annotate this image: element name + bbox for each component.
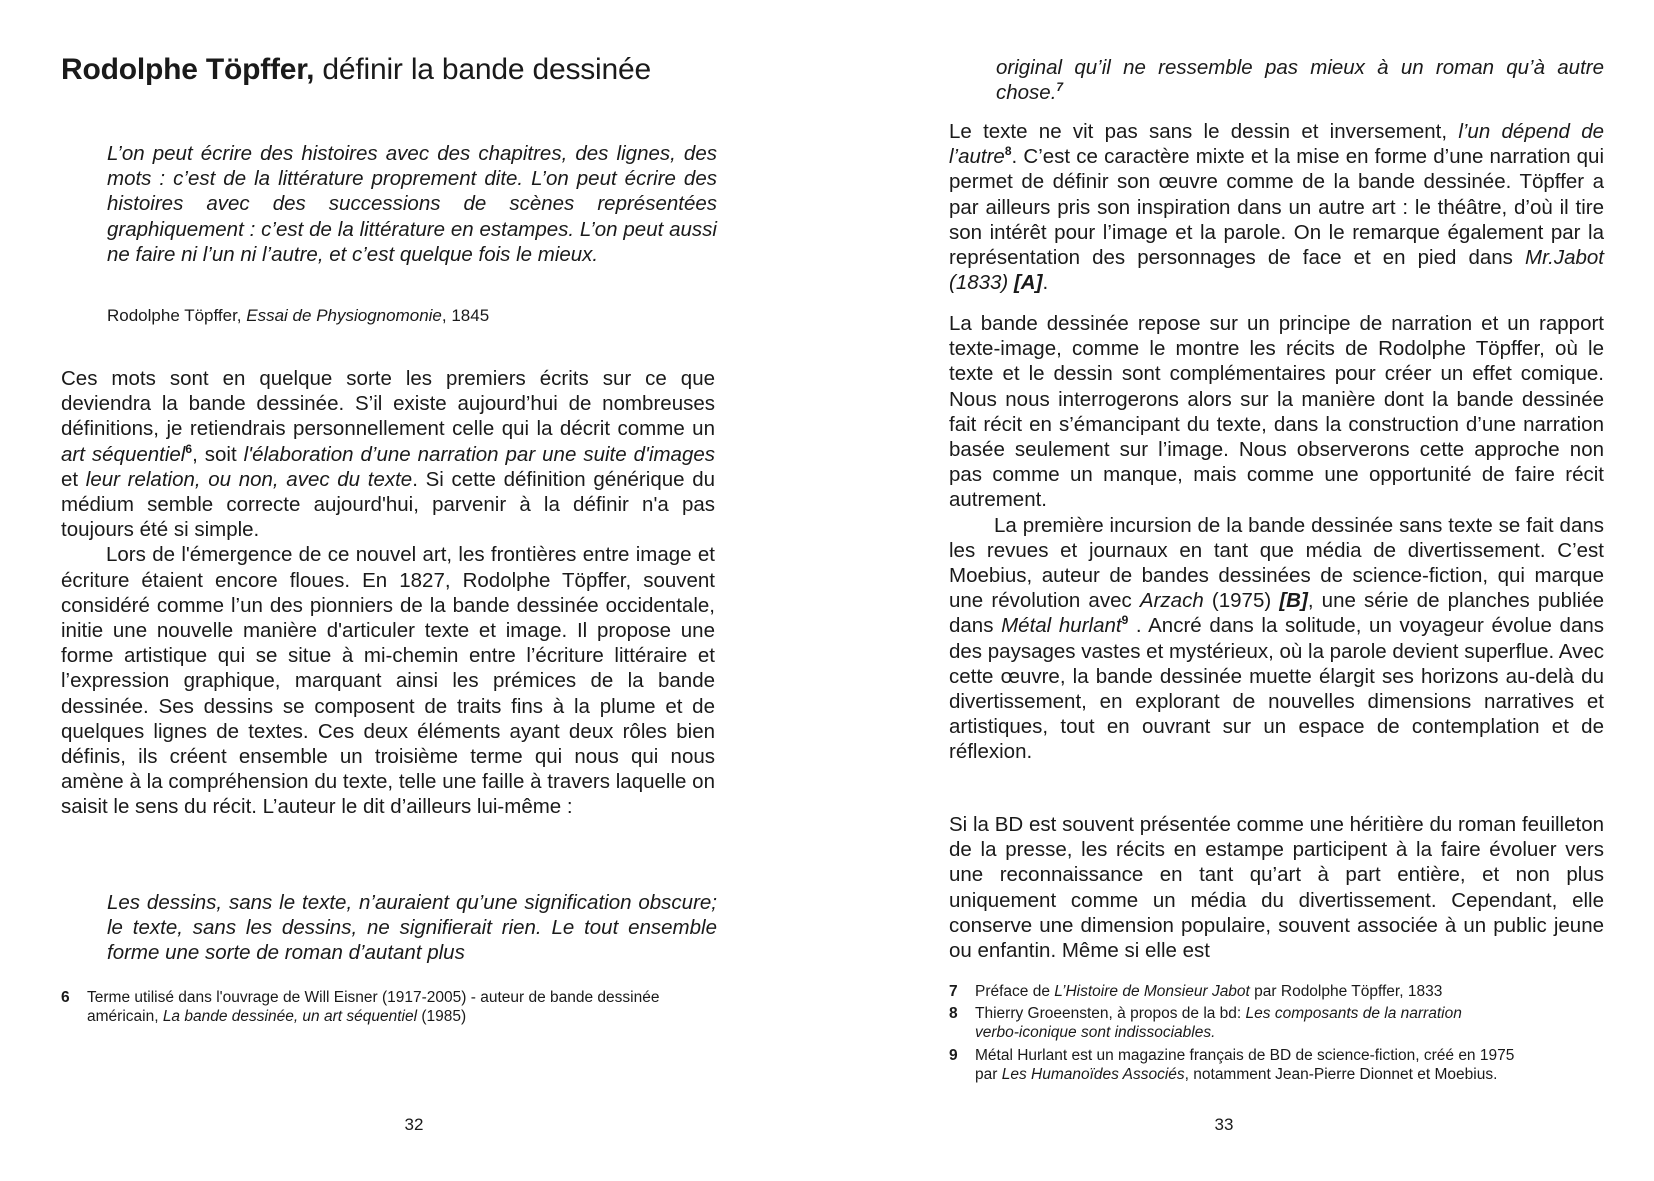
footnote-ref: 6 bbox=[185, 441, 193, 456]
text-span: . bbox=[1042, 271, 1049, 295]
text-span: par Rodolphe Töpffer, 1833 bbox=[1249, 983, 1443, 1000]
italic-term: Métal hurlant bbox=[1001, 614, 1122, 638]
right-paragraph-2 bbox=[949, 311, 1604, 765]
italic-term: Mr.Jabot (1833) bbox=[949, 246, 1604, 295]
text-span: , une série de planches publiée dans bbox=[949, 589, 1604, 638]
footnote-text: Terme utilisé dans l'ouvrage de Will Eisner (1917-2005) - auteur de bande dessinée bbox=[87, 989, 660, 1006]
footnote-number: 9 bbox=[949, 1047, 958, 1064]
text-span: . Ancré dans la solitude, un voyageur évolue dans des paysages vastes et mystérieux, où la parole devient superflue. Avec cette œuvre, la bande dessinée muette élargit ses horizons au-delà du divertissement, en explorant de nouvelles dimensions narratives et artistiques, tout en ouvrant sur un espace de contemplation et de réflexion. bbox=[949, 614, 1604, 764]
source-title: Essai de Physiognomonie bbox=[246, 306, 442, 325]
title-author: Rodolphe Töpffer, bbox=[61, 53, 315, 86]
source-year: , 1845 bbox=[441, 306, 490, 325]
footnote-9 bbox=[949, 1046, 1639, 1084]
italic-term: l’un dépend de l’autre bbox=[949, 120, 1604, 169]
footnote-6 bbox=[61, 988, 751, 1026]
paragraph: La bande dessinée repose sur un principe de narration et un rapport texte-image, comme le montre les récits de Rodolphe Töpffer, où le texte et le dessin sont complémentaires pour créer un effet comique. Nous nous interrogerons alors sur la manière dont la bande dessinée fait récit en s’émancipant du texte, dans la construction d’une narration basée seulement sur l’image. Nous observerons cette approche non pas comme un manque, mais comme une opportunité de faire récit autrement. bbox=[949, 312, 1604, 512]
footnote-7 bbox=[949, 982, 1639, 1001]
right-paragraph-4 bbox=[949, 812, 1604, 963]
footnote-continuation bbox=[949, 1065, 1639, 1084]
epigraph-text: L’on peut écrire des histoires avec des chapitres, des lignes, des mots : c’est de la littérature proprement dite. L’on peut écrire des histoires avec des successions de scènes représentées graphiquement : c’est de la littérature en estampes. L’on peut aussi ne faire ni l’un ni l’autre, et c’est quelque fois le mieux. bbox=[107, 142, 717, 266]
italic-term: Les Humanoïdes Associés bbox=[1001, 1066, 1185, 1083]
epigraph-source bbox=[107, 305, 707, 327]
paragraph bbox=[61, 366, 715, 542]
footnote-number: 7 bbox=[949, 983, 958, 1000]
quote-text: Les dessins, sans le texte, n’auraient qu’une signification obscure; le texte, sans les dessins, ne signifierait rien. Le tout ensemble forme une sorte de roman d’autant plus bbox=[107, 891, 717, 965]
text-span: (1975) bbox=[1203, 589, 1280, 613]
footnote-8 bbox=[949, 1004, 1639, 1042]
italic-term: Arzach bbox=[1139, 589, 1204, 613]
footnote-ref: 7 bbox=[1056, 80, 1064, 95]
text-span: Ces mots sont en quelque sorte les premiers écrits sur ce que deviendra la bande dessinée. S’il existe aujourd’hui de nombreuses définitions, je retiendrais personnellement celle qui la décrit comme un bbox=[61, 367, 715, 441]
paragraph: Lors de l'émergence de ce nouvel art, les frontières entre image et écriture étaient encore floues. En 1827, Rodolphe Töpffer, souvent considéré comme l’un des pionniers de la bande dessinée occidentale, initie une nouvelle manière d'articuler texte et image. Il propose une forme artistique qui se situe à mi-chemin entre l’écriture littéraire et l’expression graphique, marquant ainsi les prémices de la bande dessinée. Ses dessins se composent de traits fins à la plume et de quelques lignes de textes. Ces deux éléments ayant deux rôles bien définis, ils créent ensemble un troisième terme qui nous qui nous amène à la compréhension du texte, telle une faille à travers laquelle on saisit le sens du récit. L’auteur le dit d’ailleurs lui-même : bbox=[61, 543, 715, 819]
text-span: Thierry Groeensten, à propos de la bd: bbox=[975, 1005, 1246, 1022]
italic-term: Les composants de la narration bbox=[1245, 1005, 1462, 1022]
paragraph bbox=[949, 119, 1604, 295]
page-number: 32 bbox=[404, 1115, 424, 1134]
block-quote bbox=[107, 890, 717, 966]
text-span: Préface de bbox=[975, 983, 1055, 1000]
page-number: 33 bbox=[1214, 1115, 1234, 1134]
italic-term: verbo-iconique sont indissociables. bbox=[975, 1024, 1216, 1041]
footnote-ref: 9 bbox=[1121, 613, 1129, 628]
right-page bbox=[827, 0, 1654, 1181]
source-author: Rodolphe Töpffer, bbox=[107, 306, 247, 325]
footnote-continuation bbox=[949, 1023, 1639, 1042]
text-span: , soit bbox=[192, 442, 244, 466]
text-span: . C’est ce caractère mixte et la mise en forme d’une narration qui permet de définir son œuvre comme de la bande dessinée. Töpffer a par ailleurs pris son inspiration dans un autre art : le théâtre, d’où il tire son intérêt pour l’image et la parole. On le remarque également par la représentation des personnages de face et en pied dans bbox=[949, 145, 1604, 270]
text-span: (1985) bbox=[417, 1008, 467, 1025]
text-span: . Si cette définition générique du médium semble correcte aujourd'hui, parvenir à la définir n'a pas toujours été si simple. bbox=[61, 467, 715, 542]
left-body-text bbox=[61, 366, 715, 820]
text-span: original qu’il ne ressemble pas mieux à un roman qu’à autre chose. bbox=[996, 56, 1604, 105]
paragraph: Si la BD est souvent présentée comme une héritière du roman feuilleton de la presse, les récits en estampe participent à la faire évoluer vers une reconnaissance en tant qu’art à part entière, et non plus uniquement comme un média du divertissement. Cependant, elle conserve une dimension populaire, souvent associée à un public jeune ou enfantin. Même si elle est bbox=[949, 813, 1604, 963]
text-span: Le texte ne vit pas sans le dessin et inversement, bbox=[949, 120, 1459, 143]
text-span: La première incursion de la bande dessinée sans texte se fait dans les revues et journaux en tant que média de divertissement. C’est Moebius, auteur de bandes dessinées de science-fiction, qui marque une révolution avec bbox=[949, 513, 1604, 613]
figure-ref: [A] bbox=[1013, 271, 1043, 295]
text-span: , notamment Jean-Pierre Dionnet et Moebius. bbox=[1184, 1066, 1498, 1083]
footnote-ref: 8 bbox=[1004, 144, 1012, 159]
italic-term: art séquentiel bbox=[61, 442, 186, 466]
text-span: américain, bbox=[87, 1008, 163, 1025]
footnote-continuation bbox=[61, 1007, 751, 1026]
italic-term: leur relation, ou non, avec du texte bbox=[85, 467, 413, 491]
epigraph-quote bbox=[107, 141, 717, 267]
text-span: Métal Hurlant est un magazine français de BD de science-fiction, créé en 1975 bbox=[975, 1047, 1515, 1064]
italic-term: l'élaboration d’une narration par une suite d'images bbox=[243, 442, 715, 466]
title-subtitle: définir la bande dessinée bbox=[314, 53, 651, 86]
block-quote-continued bbox=[996, 55, 1604, 105]
page-title bbox=[61, 52, 651, 88]
italic-term: L’Histoire de Monsieur Jabot bbox=[1054, 983, 1250, 1000]
right-paragraph-1 bbox=[949, 119, 1604, 295]
footnote-number: 6 bbox=[61, 989, 70, 1006]
quote-text bbox=[996, 55, 1604, 105]
text-span: par bbox=[975, 1066, 1002, 1083]
footnote-number: 8 bbox=[949, 1005, 958, 1022]
text-span: et bbox=[61, 467, 86, 491]
italic-term: La bande dessinée, un art séquentiel bbox=[162, 1008, 418, 1025]
figure-ref: [B] bbox=[1279, 589, 1308, 613]
paragraph bbox=[949, 513, 1604, 765]
